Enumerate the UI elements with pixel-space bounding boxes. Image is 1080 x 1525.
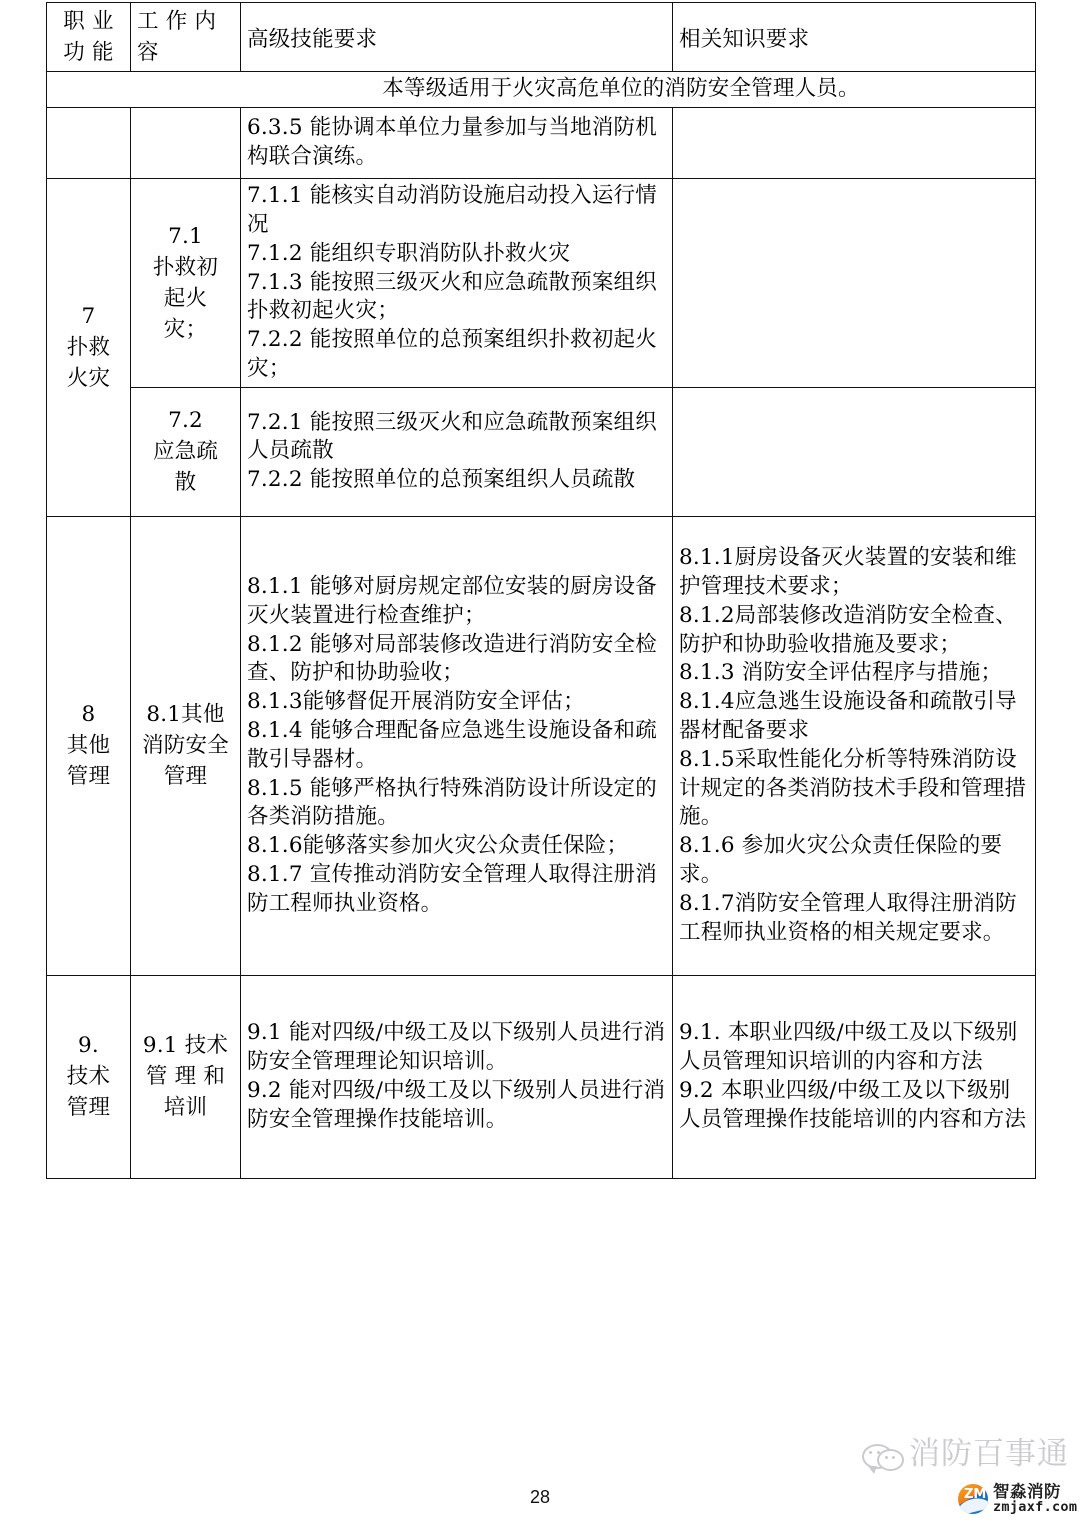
header-line-2: 容 bbox=[137, 40, 159, 66]
work-content-line: 管 理 和 bbox=[145, 1064, 226, 1090]
work-content-line: 扑救初 bbox=[152, 254, 219, 280]
cell-work-content bbox=[131, 108, 241, 179]
cell-work-content bbox=[131, 179, 241, 388]
knowledge-item: 8.1.6 参加火灾公众责任保险的要求。 bbox=[679, 833, 1003, 887]
cell-function bbox=[47, 975, 131, 1178]
header-cell-skill-requirements: 高级技能要求 bbox=[241, 3, 673, 72]
work-content-line: 7.2 bbox=[168, 407, 203, 433]
work-content-line: 灾； bbox=[163, 317, 208, 343]
skill-item: 9.1 能对四级/中级工及以下级别人员进行消防安全管理理论知识培训。 bbox=[247, 1020, 666, 1074]
watermark-brand-text: 消防百事通 bbox=[909, 1436, 1069, 1472]
cell-knowledge-requirements bbox=[673, 975, 1036, 1178]
skill-item: 9.2 能对四级/中级工及以下级别人员进行消防安全管理操作技能培训。 bbox=[247, 1077, 666, 1132]
cell-work-content bbox=[131, 975, 241, 1178]
work-content-line: 7.1 bbox=[168, 223, 203, 249]
skill-item: 8.1.6能够落实参加火灾公众责任保险； bbox=[247, 833, 629, 859]
function-line: 扑救 bbox=[66, 334, 111, 360]
header-cell-work-content bbox=[131, 3, 241, 72]
work-content-line: 管理 bbox=[163, 764, 208, 790]
page-number: 28 bbox=[529, 1487, 551, 1507]
header-cell-knowledge-requirements: 相关知识要求 bbox=[673, 3, 1036, 72]
header-line-1: 工 作 内 bbox=[137, 9, 217, 34]
skill-item: 7.2.2 能按照单位的总预案组织人员疏散 bbox=[247, 467, 636, 493]
banner-cell bbox=[47, 72, 1036, 108]
work-content-line: 起火 bbox=[163, 285, 208, 311]
table-row bbox=[47, 387, 1036, 516]
skill-item: 8.1.5 能够严格执行特殊消防设计所设定的各类消防措施。 bbox=[247, 775, 657, 830]
skill-item: 6.3.5 能协调本单位力量参加与当地消防机构联合演练。 bbox=[247, 115, 657, 170]
knowledge-item: 8.1.5采取性能化分析等特殊消防设计规定的各类消防技术手段和管理措施。 bbox=[679, 746, 1027, 830]
function-line: 火灾 bbox=[66, 366, 111, 392]
skill-item: 7.2.2 能按照单位的总预案组织扑救初起火灾； bbox=[247, 327, 657, 381]
skill-item: 8.1.3能够督促开展消防安全评估； bbox=[247, 689, 585, 715]
cell-skill-requirements bbox=[241, 516, 673, 975]
cell-work-content bbox=[131, 387, 241, 516]
watermark bbox=[862, 1437, 1080, 1525]
watermark-brand bbox=[862, 1436, 1069, 1472]
skill-requirements-table bbox=[46, 2, 1036, 1179]
logo-initials: ZM bbox=[964, 1487, 987, 1503]
function-line: 7 bbox=[81, 303, 96, 329]
cell-knowledge-requirements bbox=[673, 108, 1036, 179]
cell-skill-requirements bbox=[241, 108, 673, 179]
knowledge-item: 9.2 本职业四级/中级工及以下级别人员管理操作技能培训的内容和方法 bbox=[679, 1077, 1027, 1132]
skill-item: 8.1.4 能够合理配备应急逃生设施设备和疏散引导器材。 bbox=[247, 717, 657, 772]
skill-item: 7.1.2 能组织专职消防队扑救火灾 bbox=[247, 240, 571, 266]
function-line: 其他 bbox=[66, 733, 111, 759]
skill-item: 8.1.7 宣传推动消防安全管理人取得注册消防工程师执业资格。 bbox=[247, 861, 657, 916]
work-content-line: 培训 bbox=[163, 1095, 208, 1121]
work-content-line: 消防安全 bbox=[142, 733, 229, 759]
skill-item: 7.2.1 能按照三级灭火和应急疏散预案组织人员疏散 bbox=[247, 409, 657, 464]
work-content-line: 8.1其他 bbox=[146, 701, 225, 727]
work-content-line: 散 bbox=[174, 470, 197, 496]
function-line: 技术 bbox=[66, 1064, 111, 1090]
skill-item: 7.1.3 能按照三级灭火和应急疏散预案组织扑救初起火灾； bbox=[247, 269, 657, 324]
knowledge-item: 8.1.1厨房设备灭火装置的安装和维护管理技术要求； bbox=[679, 545, 1017, 599]
chat-bubble-icon bbox=[862, 1440, 902, 1470]
banner-text: 本等级适用于火灾高危单位的消防安全管理人员。 bbox=[382, 76, 860, 102]
logo-company-name: 智淼消防 bbox=[993, 1482, 1061, 1501]
knowledge-item: 8.1.7消防安全管理人取得注册消防工程师执业资格的相关规定要求。 bbox=[679, 890, 1017, 945]
cell-knowledge-requirements bbox=[673, 179, 1036, 388]
header-cell-occupational-function bbox=[47, 3, 131, 72]
table-header-row bbox=[47, 3, 1036, 72]
logo-badge-icon bbox=[958, 1484, 988, 1514]
cell-function bbox=[47, 108, 131, 179]
knowledge-item: 8.1.4应急逃生设施设备和疏散引导器材配备要求 bbox=[679, 689, 1017, 743]
cell-skill-requirements bbox=[241, 975, 673, 1178]
function-line: 9. bbox=[78, 1032, 99, 1058]
cell-work-content bbox=[131, 516, 241, 975]
cell-knowledge-requirements bbox=[673, 516, 1036, 975]
site-logo bbox=[958, 1484, 1077, 1515]
function-line: 管理 bbox=[66, 764, 111, 790]
cell-knowledge-requirements bbox=[673, 387, 1036, 516]
cell-skill-requirements bbox=[241, 179, 673, 388]
function-line: 8 bbox=[81, 701, 96, 727]
table-row bbox=[47, 516, 1036, 975]
cell-skill-requirements bbox=[241, 387, 673, 516]
cell-function bbox=[47, 516, 131, 975]
function-line: 管理 bbox=[66, 1095, 111, 1121]
logo-website-url: zmjaxf.com bbox=[993, 1498, 1078, 1515]
table-row bbox=[47, 179, 1036, 388]
table-row bbox=[47, 975, 1036, 1178]
skill-item: 7.1.1 能核实自动消防设施启动投入运行情况 bbox=[247, 183, 657, 237]
knowledge-item: 8.1.3 消防安全评估程序与措施； bbox=[679, 660, 1003, 686]
work-content-line: 应急疏 bbox=[152, 439, 219, 465]
table-banner-row bbox=[47, 72, 1036, 108]
cell-function bbox=[47, 179, 131, 517]
table-row bbox=[47, 108, 1036, 179]
header-line-2: 功 能 bbox=[63, 40, 114, 66]
header-line-1: 职 业 bbox=[63, 9, 114, 34]
skill-item: 8.1.1 能够对厨房规定部位安装的厨房设备灭火装置进行检查维护； bbox=[247, 573, 657, 628]
knowledge-item: 8.1.2局部装修改造消防安全检查、防护和协助验收措施及要求； bbox=[679, 602, 1017, 657]
skill-item: 8.1.2 能够对局部装修改造进行消防安全检查、防护和协助验收； bbox=[247, 631, 657, 686]
knowledge-item: 9.1. 本职业四级/中级工及以下级别人员管理知识培训的内容和方法 bbox=[679, 1020, 1018, 1074]
work-content-line: 9.1 技术 bbox=[142, 1032, 229, 1058]
